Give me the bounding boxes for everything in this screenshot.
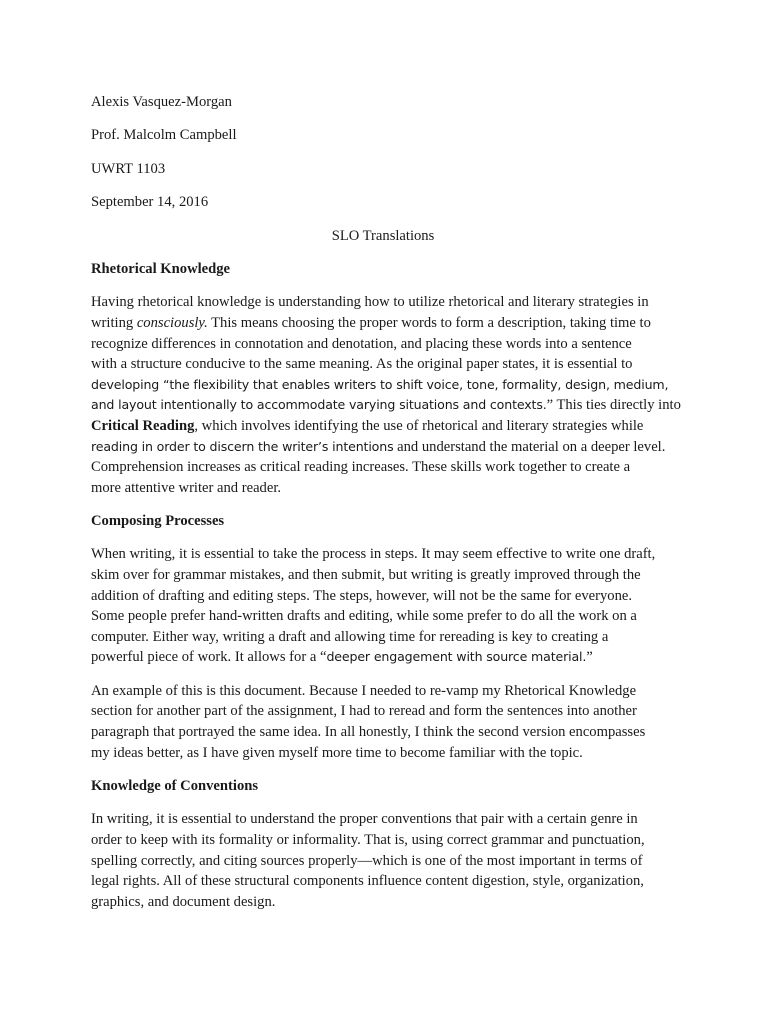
paragraph-line [91, 647, 675, 668]
paragraph-line [91, 437, 675, 458]
emphasis-text: consciously. [136, 314, 208, 331]
paragraph-line: In writing, it is essential to understand the proper conventions that pair with a certain genre in [91, 811, 638, 828]
paragraph-line: more attentive writer and reader. [91, 479, 282, 496]
quoted-text: and layout intentionally to accommodate varying situations and contexts. [91, 397, 547, 413]
paragraph-line [91, 395, 681, 416]
paragraph-line: with a structure conducive to the same meaning. As the original paper states, it is essential to [91, 356, 633, 373]
paragraph-line: order to keep with its formality or informality. That is, using correct grammar and punctuation, [91, 831, 645, 848]
paragraph-line: When writing, it is essential to take the process in steps. It may seem effective to write one draft, [91, 546, 656, 563]
text-run: powerful piece of work. It allows for a “ [91, 649, 327, 666]
paragraph-line [91, 416, 675, 437]
text-run: writing [91, 314, 137, 331]
course-code: UWRT 1103 [91, 160, 166, 177]
text-run: and understand the material on a deeper level. [393, 438, 666, 455]
paragraph-line: recognize differences in connotation and denotation, and placing these words into a sentence [91, 335, 632, 352]
paragraph-line-quote: developing “the flexibility that enables writers to shift voice, tone, formality, design, medium, [91, 376, 669, 392]
paragraph-rhetorical-knowledge [91, 292, 681, 498]
document-page [91, 92, 681, 925]
paragraph-knowledge-of-conventions [91, 809, 675, 912]
professor-name: Prof. Malcolm Campbell [91, 127, 237, 144]
paragraph-composing-example [91, 681, 675, 763]
author-name: Alexis Vasquez-Morgan [91, 94, 232, 110]
section-heading-knowledge-of-conventions: Knowledge of Conventions [91, 778, 259, 794]
paragraph-line: skim over for grammar mistakes, and then submit, but writing is greatly improved through the [91, 567, 641, 584]
text-run: ” [586, 649, 593, 666]
bold-term: Critical Reading [91, 417, 195, 434]
document-title: SLO Translations [331, 227, 435, 244]
paragraph-line [91, 313, 675, 334]
document-date: September 14, 2016 [91, 194, 209, 211]
paragraph-line: graphics, and document design. [91, 893, 276, 910]
text-run: ” This ties directly into [546, 397, 681, 414]
section-heading-composing-processes: Composing Processes [91, 513, 225, 530]
paragraph-line: addition of drafting and editing steps. The steps, however, will not be the same for everyone. [91, 587, 633, 604]
section-heading-rhetorical-knowledge: Rhetorical Knowledge [91, 260, 231, 277]
paragraph-line: legal rights. All of these structural components influence content digestion, style, organization, [91, 873, 644, 890]
paragraph-line: Some people prefer hand-written drafts and editing, while some prefer to do all the work on a [91, 608, 637, 625]
text-run: This means choosing the proper words to form a description, taking time to [207, 314, 651, 331]
paragraph-composing-processes [91, 544, 675, 668]
paragraph-line: my ideas better, as I have given myself more time to become familiar with the topic. [91, 744, 583, 761]
paragraph-line: paragraph that portrayed the same idea. In all honestly, I think the second version encompasses [91, 724, 646, 741]
paragraph-line: An example of this is this document. Because I needed to re-vamp my Rhetorical Knowledge [91, 682, 637, 699]
paragraph-line: section for another part of the assignment, I had to reread and form the sentences into another [91, 703, 637, 720]
paragraph-line: Comprehension increases as critical reading increases. These skills work together to create a [91, 459, 631, 476]
text-run: , which involves identifying the use of rhetorical and literary strategies while [194, 417, 644, 434]
paragraph-line: Having rhetorical knowledge is understanding how to utilize rhetorical and literary strategies in [91, 294, 649, 311]
quoted-text: reading in order to discern the writer’s intentions [91, 438, 394, 454]
quoted-text: deeper engagement with source material. [326, 649, 587, 665]
paragraph-line: spelling correctly, and citing sources properly—which is one of the most important in terms of [91, 852, 643, 869]
paragraph-line: computer. Either way, writing a draft and allowing time for rereading is key to creating a [91, 628, 609, 645]
